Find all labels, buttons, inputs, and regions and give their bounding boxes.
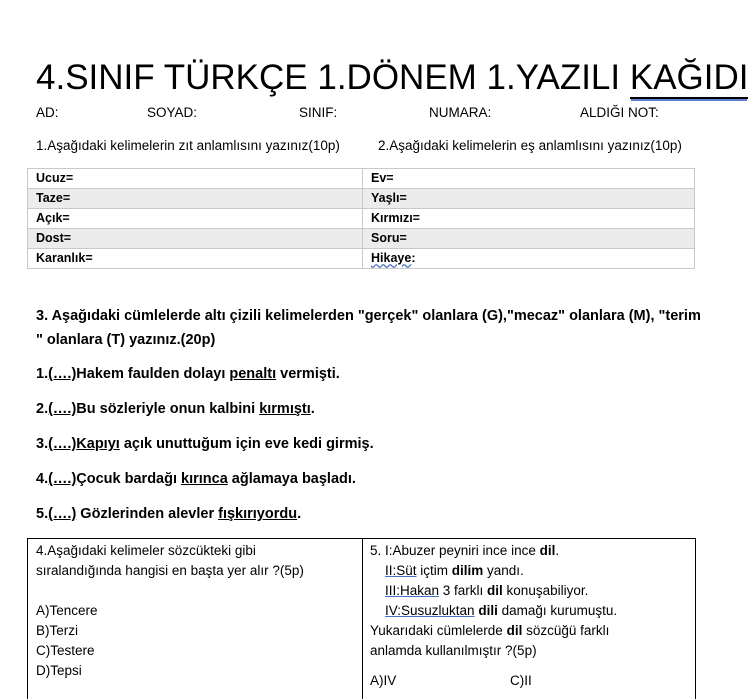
sentence-text: . bbox=[297, 506, 302, 522]
column-divider bbox=[362, 539, 363, 699]
q5-bold-word: dili bbox=[478, 603, 498, 618]
underlined-word: kırınca bbox=[181, 471, 228, 487]
sentence-3 bbox=[36, 436, 374, 452]
table-row bbox=[28, 249, 695, 269]
q4-option-d: D)Tepsi bbox=[36, 663, 82, 678]
word-left: Taze= bbox=[28, 189, 363, 209]
sentence-text: Gözlerinden alevler bbox=[76, 506, 219, 522]
title-underlined: KAĞIDI bbox=[629, 58, 749, 97]
q4-option-c: C)Testere bbox=[36, 643, 95, 658]
q5-options bbox=[370, 671, 690, 691]
sentence-5 bbox=[36, 506, 301, 522]
question-5 bbox=[370, 541, 690, 691]
q5-text: damağı kurumuştu. bbox=[497, 603, 618, 618]
answer-blank[interactable]: (….) bbox=[48, 436, 77, 452]
word-right: Kırmızı= bbox=[363, 209, 695, 229]
q5-line-4 bbox=[370, 601, 690, 621]
q4-line: 4.Aşağıdaki kelimeler sözcükteki gibi bbox=[36, 543, 256, 558]
word-right-last bbox=[363, 249, 695, 269]
questions-box bbox=[27, 538, 696, 699]
sentence-number: 2. bbox=[36, 401, 49, 417]
question-2: 2.Aşağıdaki kelimelerin eş anlamlısını yazınız(10p) bbox=[378, 138, 682, 153]
sentence-text: Çocuk bardağı bbox=[76, 471, 182, 487]
sentence-1 bbox=[36, 366, 340, 382]
word-left: Dost= bbox=[28, 229, 363, 249]
underlined-word: fışkırıyordu bbox=[218, 506, 298, 522]
sentence-text: vermişti. bbox=[276, 366, 340, 382]
table-row bbox=[28, 169, 695, 189]
q5-underlined: III:Hakan bbox=[385, 583, 440, 598]
question-4 bbox=[36, 541, 356, 681]
q5-option-a: A)IV bbox=[370, 673, 397, 688]
q4-option-a: A)Tencere bbox=[36, 603, 98, 618]
q5-underlined: IV:Susuzluktan bbox=[385, 603, 475, 618]
q5-option-c: C)II bbox=[510, 673, 532, 688]
q5-bold-word: dil bbox=[539, 543, 556, 558]
sentence-number: 5. bbox=[36, 506, 49, 522]
question-1: 1.Aşağıdaki kelimelerin zıt anlamlısını yazınız(10p) bbox=[36, 138, 340, 153]
word-right: Soru= bbox=[363, 229, 695, 249]
word-left: Ucuz= bbox=[28, 169, 363, 189]
q4-line: sıralandığında hangisi en başta yer alır ?(5p) bbox=[36, 563, 304, 578]
word-hikaye: Hikaye bbox=[371, 251, 412, 265]
label-numara: NUMARA: bbox=[429, 105, 492, 120]
sentence-text: Hakem faulden dolayı bbox=[76, 366, 230, 382]
table-row bbox=[28, 229, 695, 249]
answer-blank[interactable]: (….) bbox=[48, 366, 77, 382]
underlined-word: penaltı bbox=[229, 366, 277, 382]
q5-text: 3 farklı bbox=[439, 583, 488, 598]
word-left: Karanlık= bbox=[28, 249, 363, 269]
sentence-number: 4. bbox=[36, 471, 49, 487]
q5-text: sözcüğü farklı bbox=[522, 623, 610, 638]
sentence-text: açık unuttuğum için eve kedi girmiş. bbox=[119, 436, 374, 452]
sentence-text: Bu sözleriyle onun kalbini bbox=[76, 401, 260, 417]
answer-blank[interactable]: (….) bbox=[48, 471, 77, 487]
sentence-text: ağlamaya başladı. bbox=[227, 471, 356, 487]
label-soyad: SOYAD: bbox=[147, 105, 198, 120]
word-left: Açık= bbox=[28, 209, 363, 229]
sentence-number: 1. bbox=[36, 366, 49, 382]
label-sinif: SINIF: bbox=[299, 105, 338, 120]
sentence-number: 3. bbox=[36, 436, 49, 452]
q5-bold-word: dil bbox=[506, 623, 523, 638]
underlined-word: Kapıyı bbox=[76, 436, 120, 452]
q5-text: içtim bbox=[416, 563, 452, 578]
word-right: Ev= bbox=[363, 169, 695, 189]
table-row bbox=[28, 189, 695, 209]
q5-text: 5. I:Abuzer peyniri ince ince bbox=[370, 543, 540, 558]
q5-line-3 bbox=[370, 581, 690, 601]
q4-option-b: B)Terzi bbox=[36, 623, 79, 638]
words-table bbox=[27, 168, 695, 269]
q5-bold-word: dilim bbox=[451, 563, 484, 578]
word-right: Yaşlı= bbox=[363, 189, 695, 209]
answer-blank[interactable]: (….) bbox=[48, 401, 77, 417]
q5-text: . bbox=[555, 543, 560, 558]
q5-text: konuşabiliyor. bbox=[502, 583, 589, 598]
table-row bbox=[28, 209, 695, 229]
q5-text: Yukarıdaki cümlelerde bbox=[370, 623, 507, 638]
sentence-2 bbox=[36, 401, 315, 417]
sentence-text: . bbox=[310, 401, 315, 417]
q5-bold-word: dil bbox=[487, 583, 503, 598]
q5-underlined: II:Süt bbox=[385, 563, 417, 578]
label-aldigi-not: ALDIĞI NOT: bbox=[580, 105, 659, 120]
exam-title bbox=[36, 54, 748, 102]
q5-text: yandı. bbox=[483, 563, 524, 578]
title-main: 4.SINIF TÜRKÇE 1.DÖNEM 1.YAZILI bbox=[36, 58, 630, 97]
underlined-word: kırmıştı bbox=[259, 401, 311, 417]
q5-line-1 bbox=[370, 541, 690, 561]
question-3: 3. Aşağıdaki cümlelerde altı çizili kelimelerden "gerçek" olanlara (G),"mecaz" olanlara (M), "terim " olanlara (T) yazınız.(20p) bbox=[36, 308, 701, 348]
answer-blank[interactable]: (….) bbox=[48, 506, 77, 522]
spacer bbox=[36, 581, 356, 601]
label-ad: AD: bbox=[36, 105, 59, 120]
q5-question bbox=[370, 621, 690, 641]
sentence-4 bbox=[36, 471, 356, 487]
q5-line-2 bbox=[370, 561, 690, 581]
word-hikaye-suffix: : bbox=[411, 251, 416, 265]
q5-question-2: anlamda kullanılmıştır ?(5p) bbox=[370, 643, 537, 658]
